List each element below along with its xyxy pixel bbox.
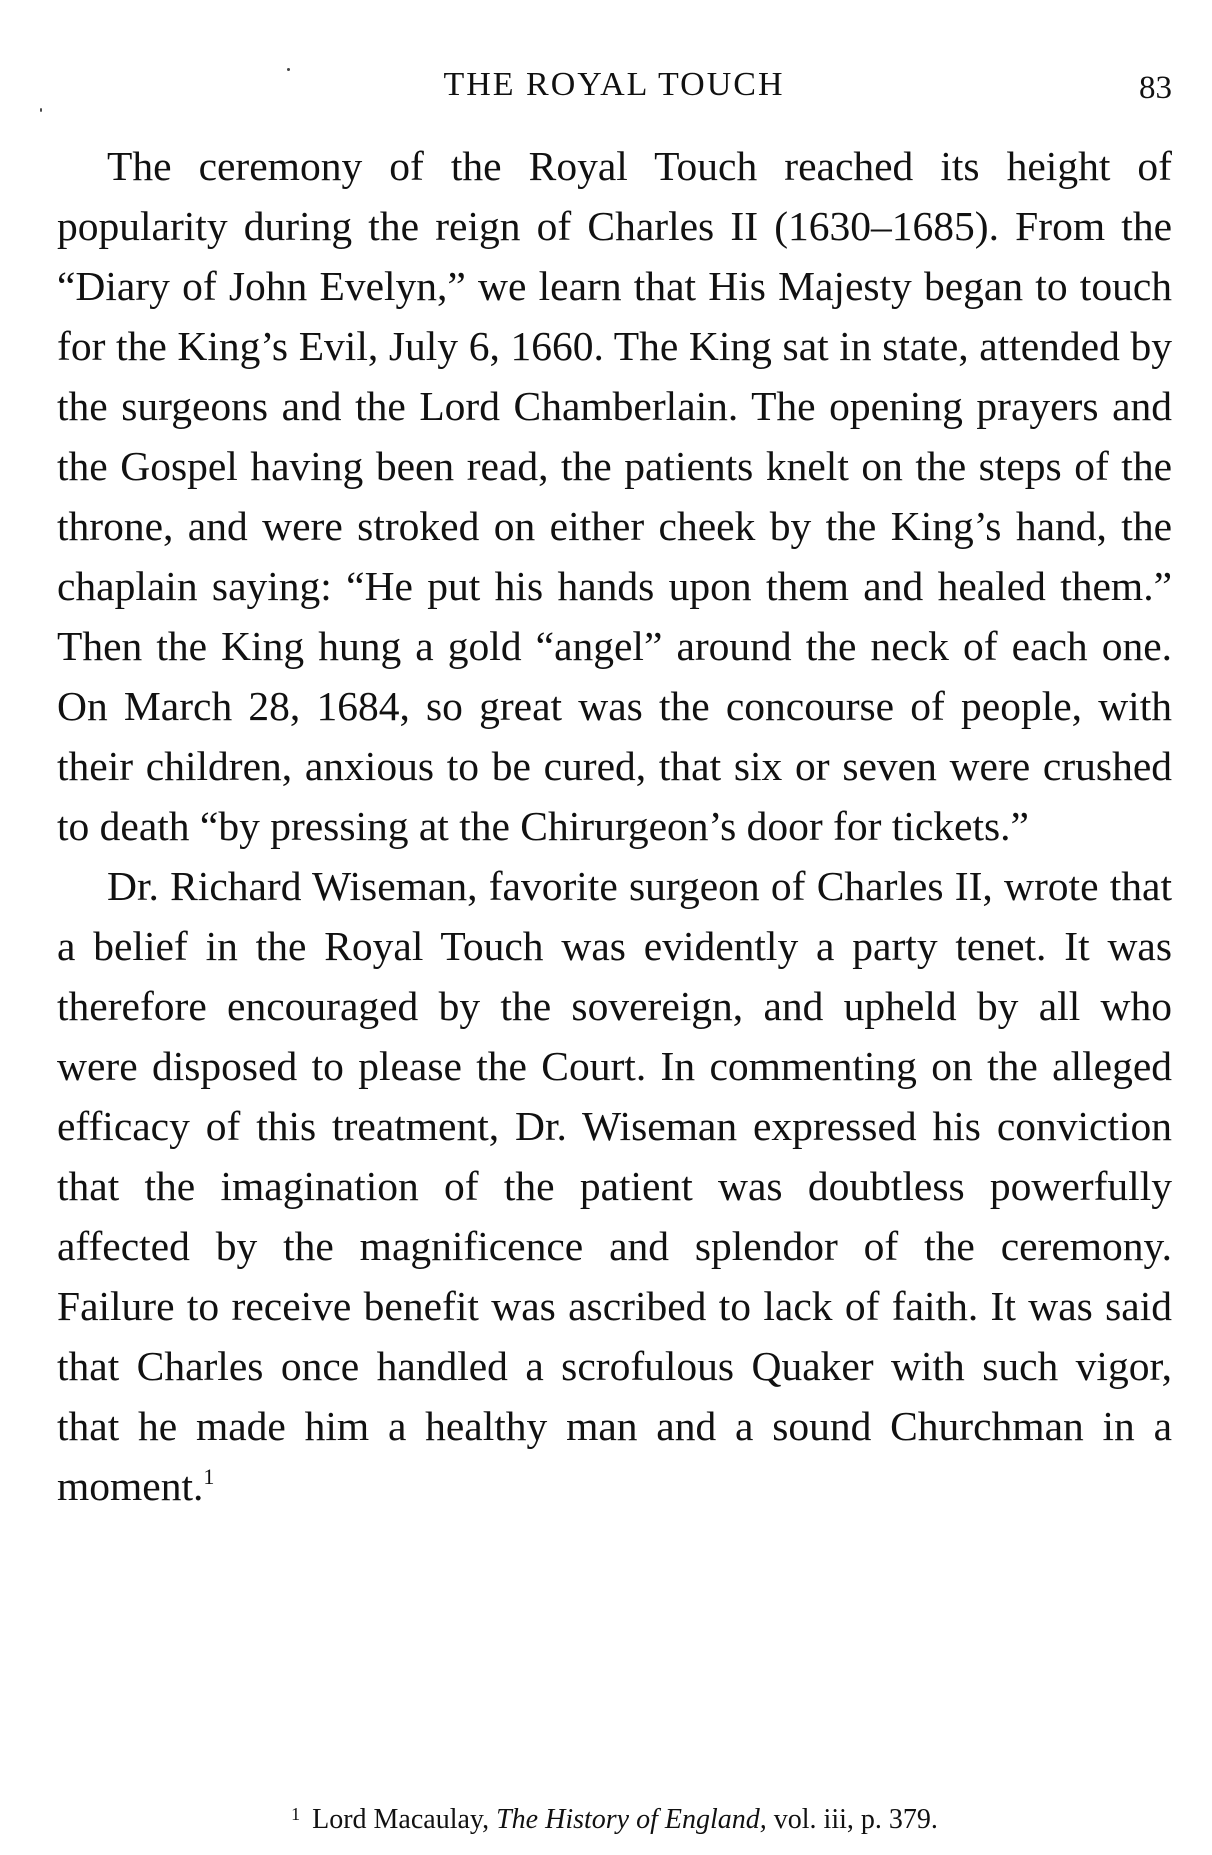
footnote-author: Lord Macaulay, [312, 1804, 490, 1835]
running-head [56, 60, 1172, 110]
footnote-reference[interactable]: 1 [203, 1464, 215, 1489]
print-speck [40, 108, 42, 112]
page-number: 83 [1139, 70, 1172, 106]
footnote-number: 1 [291, 1804, 301, 1824]
paragraph-2-text: Dr. Richard Wiseman, favorite surgeon of Charles II, wrote that a belief in the Royal Touch was evidently a party tenet. It was therefore encouraged by the sovereign, and upheld by all who were disposed to please the Court. In commenting on the alleged efficacy of this treatment, Dr. Wiseman expressed his conviction that the imagination of the patient was doubtless powerfully affected by the magnificence and splendor of the ceremony. Failure to receive benefit was ascribed to lack of faith. It was said that Charles once handled a scrofulous Quaker with such vigor, that he made him a healthy man and a sound Churchman in a moment. [57, 863, 1172, 1509]
paragraph-2 [57, 856, 1172, 1516]
paragraph-1-text: The ceremony of the Royal Touch reached its height of popularity during the reign of Charles II (1630–1685). From the “Diary of John Evelyn,” we learn that His Majesty began to touch for the King’s Evil, July 6, 1660. The King sat in state, attended by the surgeons and the Lord Chamberlain. The opening prayers and the Gospel having been read, the patients knelt on the steps of the throne, and were stroked on either cheek by the King’s hand, the chaplain saying: “He put his hands upon them and healed them.” Then the King hung a gold “angel” around the neck of each one. On March 28, 1684, so great was the concourse of people, with their children, anxious to be cured, that six or seven were crushed to death “by pressing at the Chirurgeon’s door for tickets.” [57, 143, 1172, 849]
footnote-work-title: The History of England, [496, 1804, 767, 1835]
print-speck [287, 68, 290, 71]
running-title: THE ROYAL TOUCH [443, 66, 785, 103]
footnote [57, 1798, 1172, 1836]
paragraph-1 [57, 136, 1172, 856]
footnote-citation: vol. iii, p. 379. [773, 1804, 938, 1835]
body-text [57, 136, 1172, 1516]
